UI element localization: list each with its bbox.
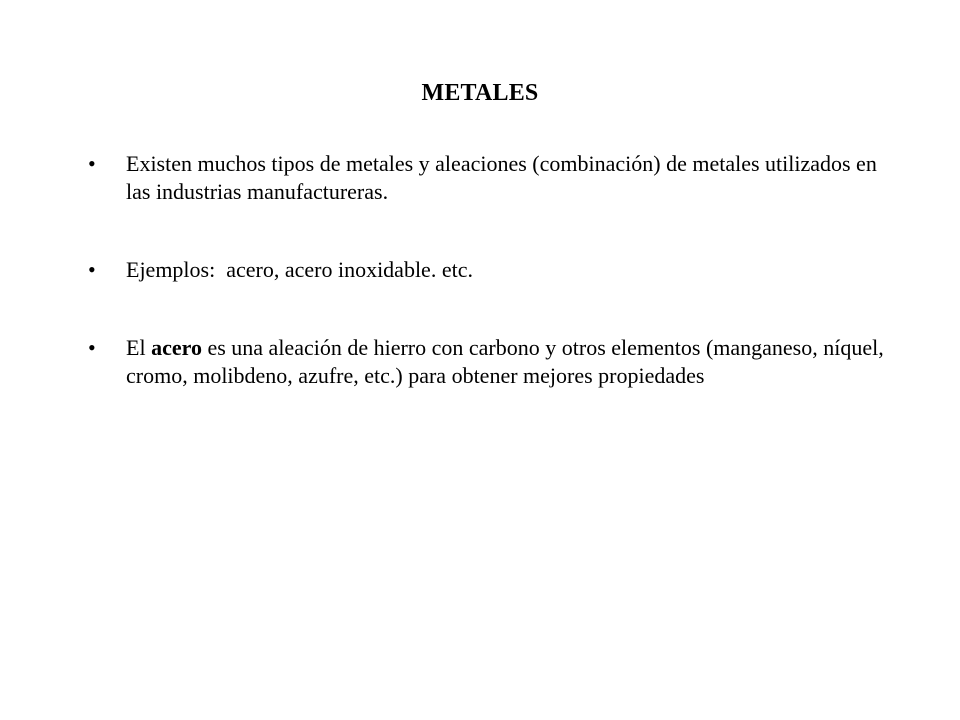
bullet-marker: • bbox=[88, 335, 96, 360]
bullet-text-prefix: El bbox=[126, 335, 152, 360]
bullet-item bbox=[88, 334, 888, 390]
bullet-text: Ejemplos: acero, acero inoxidable. etc. bbox=[126, 257, 473, 282]
bullet-list bbox=[88, 150, 888, 390]
bullet-marker: • bbox=[88, 257, 96, 282]
bullet-item bbox=[88, 256, 888, 284]
slide-title: METALES bbox=[421, 80, 539, 106]
bullet-text-suffix: es una aleación de hierro con carbono y otros elementos (manganeso, níquel, cromo, molibdeno, azufre, etc.) para obtener mejores propiedades bbox=[126, 335, 890, 388]
bold-term-acero: acero bbox=[151, 335, 202, 360]
bullet-item bbox=[88, 150, 888, 206]
bullet-marker: • bbox=[88, 151, 96, 176]
bullet-text: Existen muchos tipos de metales y aleaciones (combinación) de metales utilizados en las industrias manufactureras. bbox=[126, 151, 877, 204]
